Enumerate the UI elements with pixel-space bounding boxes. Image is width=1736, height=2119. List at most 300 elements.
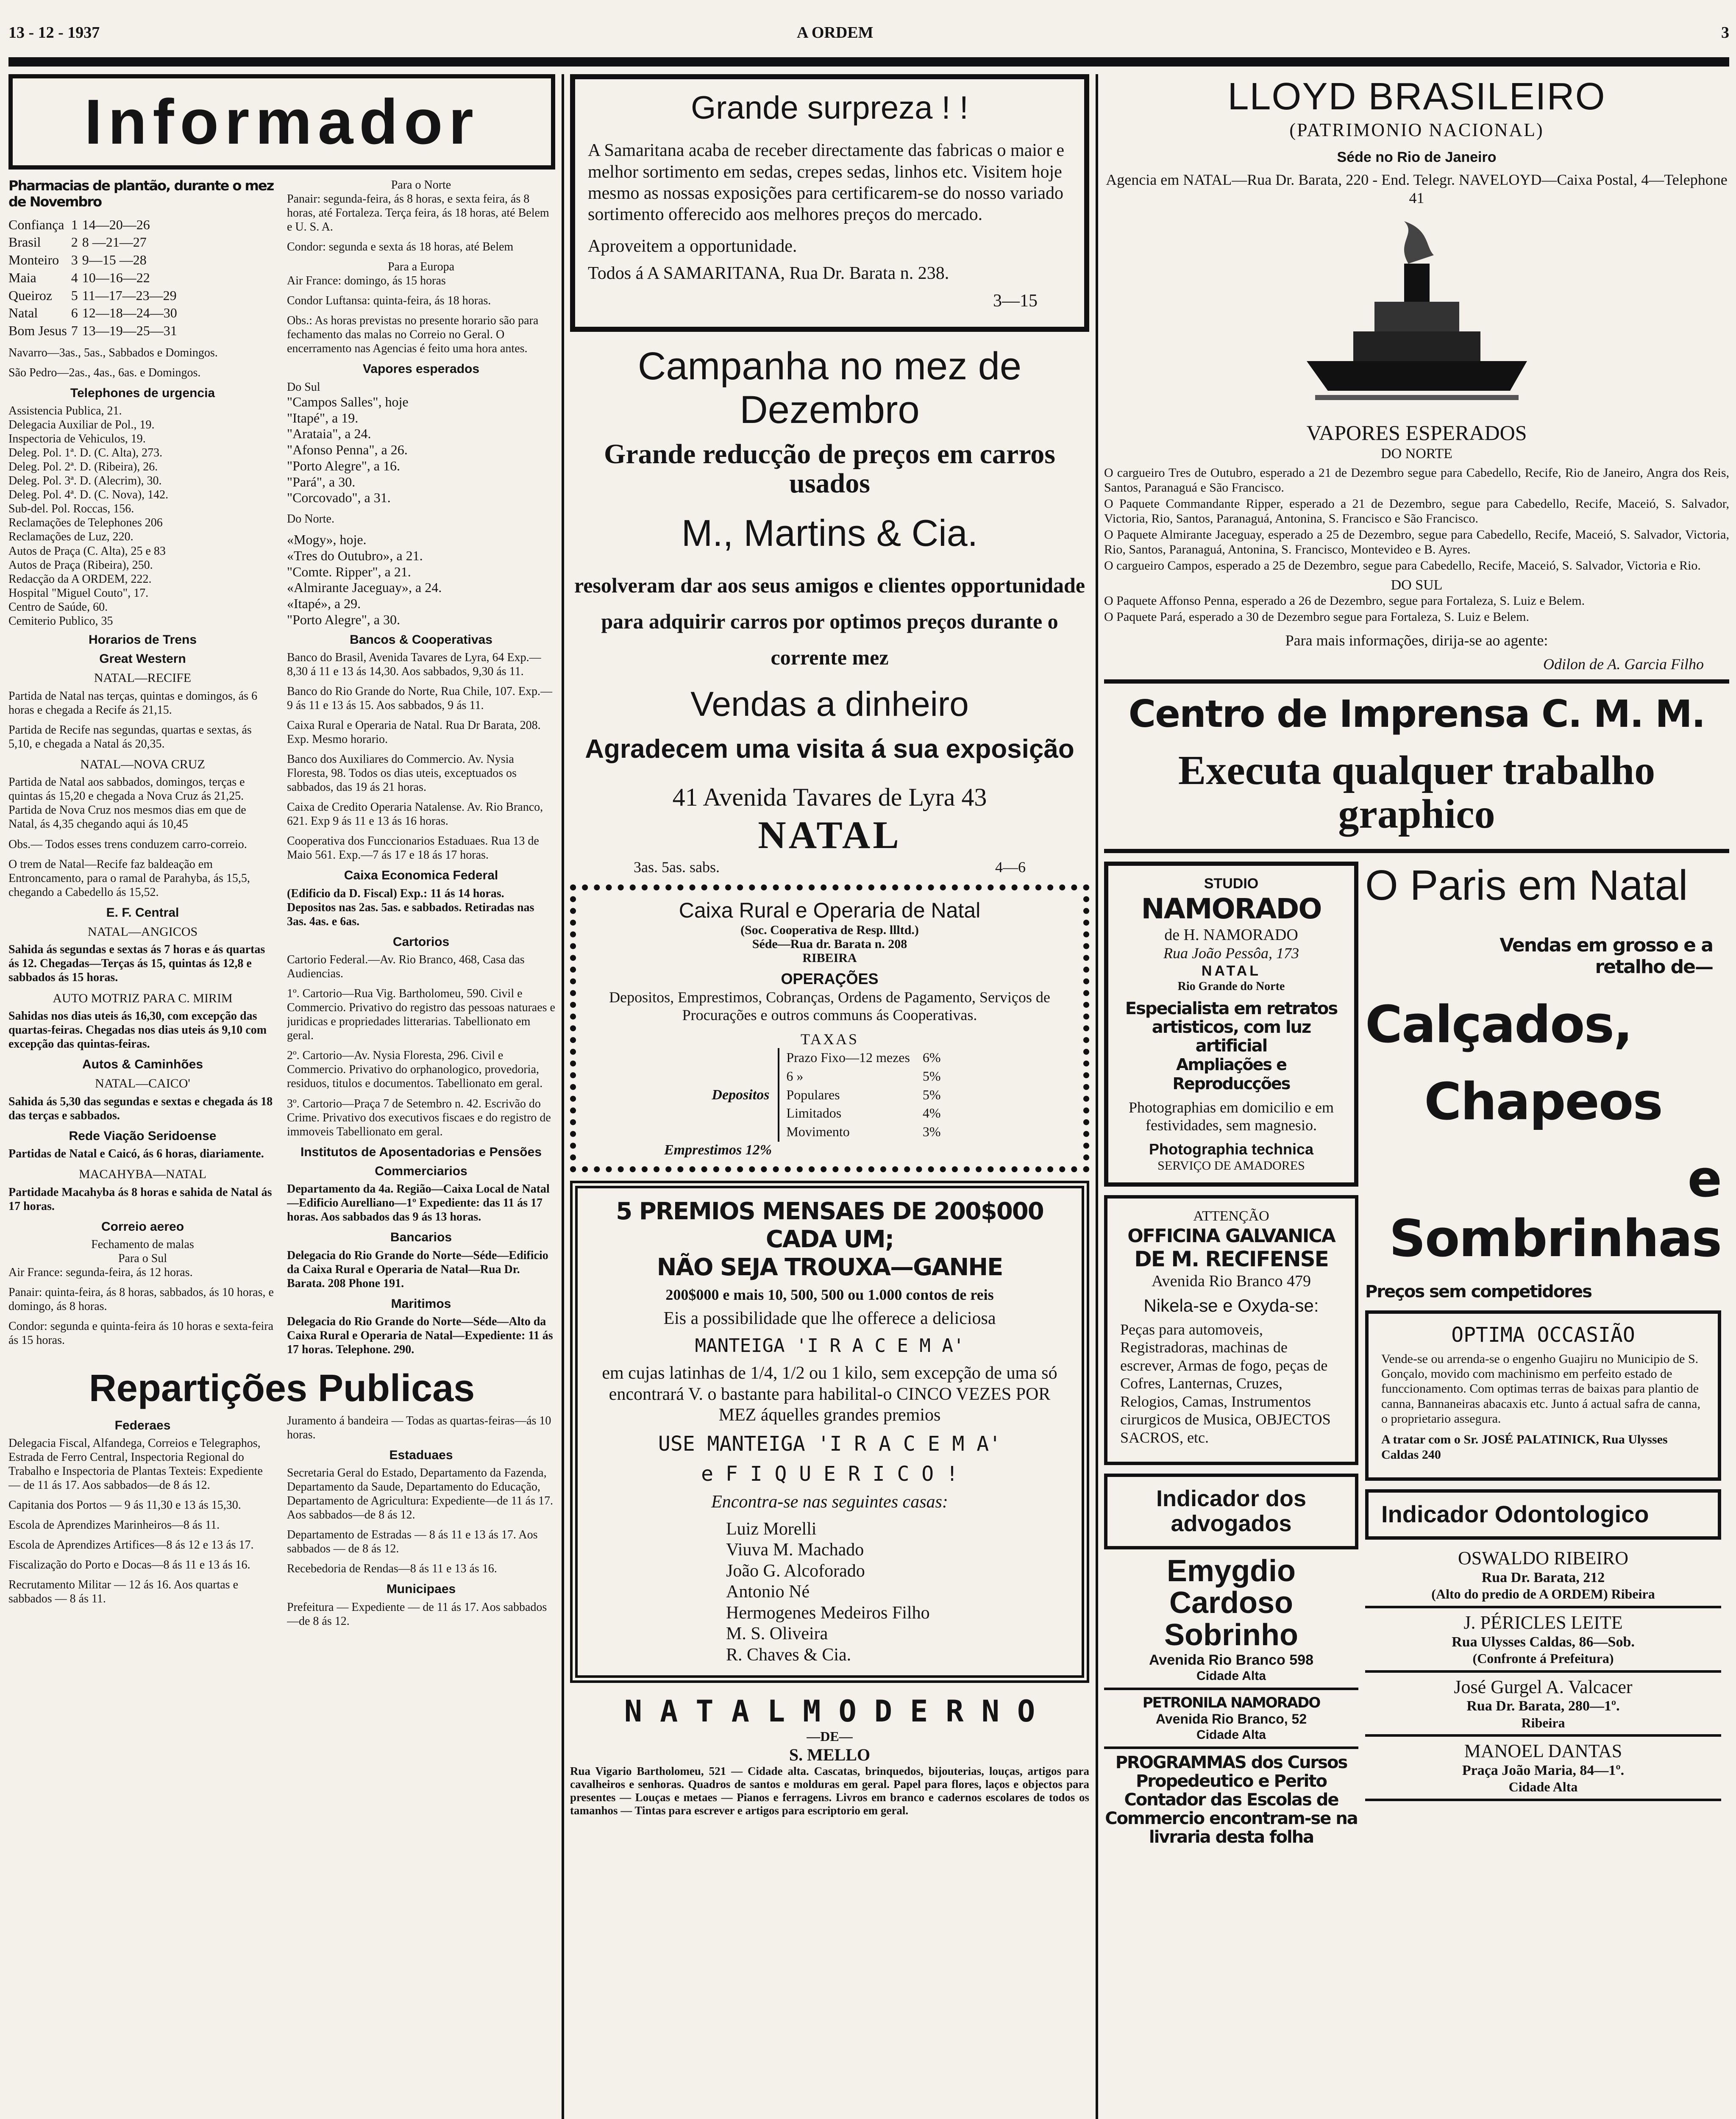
- galvanica-nikel: Nikela-se e Oxyda-se:: [1143, 1296, 1319, 1316]
- manteiga-fique: e F I Q U E R I C O !: [701, 1462, 958, 1486]
- bancos-heading: Bancos & Cooperativas: [350, 632, 492, 647]
- paris-calcados: Calçados,: [1365, 996, 1632, 1055]
- studio-state: Rio Grande do Norte: [1177, 979, 1285, 993]
- paris-precos: Preços sem competidores: [1365, 1282, 1591, 1301]
- bancos-list: [287, 651, 555, 862]
- dentist-extra: Cidade Alta: [1508, 1779, 1578, 1795]
- telephone-item: Inspectoria de Vehiculos, 19.: [8, 432, 146, 446]
- masthead-rule: [8, 57, 1729, 67]
- auto-motriz-1: Sahidas nos dias uteis ás 16,30, com excepção das quartas-feiras. Chegadas nos dias uteis ás 9,10 com excepção das quintas-feiras.: [8, 1009, 267, 1051]
- casa-item: R. Chaves & Cia.: [726, 1645, 851, 1665]
- natal-nova-cruz-1: Partida de Natal aos sabbados, domingos, terças e quintas ás 15,20 e chegada a Nova Cruz ás 21,25. Partida de Nova Cruz nos mesmos dias em que de Natal, ás 4,35 chegando aqui ás 10,45: [8, 776, 246, 831]
- great-western-heading: Great Western: [99, 652, 186, 666]
- lloyd-sul-item: O Paquete Pará, esperado a 30 de Dezembro segue para Fortaleza, S. Luiz e Belem.: [1104, 610, 1529, 624]
- pharmacia-name: Brasil: [8, 234, 41, 250]
- manteiga-encontra: Encontra-se nas seguintes casas:: [711, 1492, 948, 1512]
- rate-row: [780, 1049, 946, 1067]
- campanha-days: 3as. 5as. sabs.: [634, 858, 720, 876]
- studio-city: NATAL: [1201, 962, 1261, 979]
- pharmacia-name: Queiroz: [8, 287, 53, 303]
- studio-spec: Especialista em retratos artisticos, com luz artificial: [1125, 998, 1338, 1056]
- natal-angicos-1: Sahida ás segundas e sextas ás 7 horas e ás quartas ás 12. Chegadas—Terças ás 15, quintas ás 12,8 e sabbados ás 15 horas.: [8, 943, 265, 984]
- pharmacia-num: 3: [71, 252, 78, 267]
- pharmacias-table: [8, 216, 181, 340]
- galvanica-ad: [1104, 1195, 1358, 1465]
- caixa-rural-sub3: RIBEIRA: [802, 951, 857, 965]
- dentist-addr: Rua Dr. Barata, 212: [1481, 1569, 1605, 1585]
- pharmacia-num: 1: [71, 217, 78, 232]
- vapor-sul-item: "Afonso Penna", a 26.: [287, 442, 408, 458]
- optima-body: Vende-se ou arrenda-se o engenho Guajiru no Municipio de S. Gonçalo, movido com machinismo em perfeito estado de funccionamento. Com optimas terras de baixas para plantio de canna, Bannaneiras abacaxis etc. Junto á actual safra de canna, o proprietario assegura.: [1381, 1351, 1700, 1426]
- commerciarios-heading: Commerciarios: [375, 1164, 467, 1178]
- paris-ad: [1365, 862, 1721, 1302]
- campanha-natal: NATAL: [758, 813, 901, 857]
- masthead-newspaper: A ORDEM: [797, 24, 874, 42]
- manteiga-title2: NÃO SEJA TROUXA—GANHE: [657, 1254, 1003, 1282]
- pharmacia-days: 11—17—23—29: [82, 287, 177, 303]
- natal-moderno-owner: S. MELLO: [789, 1745, 871, 1764]
- telephone-item: Autos de Praça (C. Alta), 25 e 83: [8, 544, 166, 558]
- pharmacia-days: 9—15 —28: [82, 252, 147, 267]
- lloyd-title: LLOYD BRASILEIRO: [1227, 75, 1606, 118]
- optima-ad: [1365, 1310, 1721, 1481]
- cartorio-item: 2º. Cartorio—Av. Nysia Floresta, 296. Civil e Commercio. Privativo do orphanologico, provedoria, residuos, titulos e documentos. Tabellionato em geral.: [287, 1049, 543, 1090]
- macahyba-1: Partidade Macahyba ás 8 horas e sahida de Natal ás 17 horas.: [8, 1185, 272, 1213]
- lloyd-do-sul: DO SUL: [1391, 577, 1443, 593]
- column-divider: [562, 74, 564, 2119]
- studio-de: de H. NAMORADO: [1164, 926, 1298, 944]
- telephone-item: Deleg. Pol. 1ª. D. (C. Alta), 273.: [8, 446, 163, 460]
- telephone-item: Sub-del. Pol. Roccas, 156.: [8, 502, 134, 516]
- odonto-list: [1365, 1544, 1721, 1801]
- vapor-sul-item: "Campos Salles", hoje: [287, 394, 409, 409]
- horarios-heading: Horarios de Trens: [88, 632, 197, 647]
- informador-title-box: [8, 74, 555, 170]
- rate-label: Prazo Fixo—12 mezes: [786, 1050, 910, 1065]
- pharmacias-heading: Pharmacias de plantão, durante o mez de Novembro: [8, 178, 274, 210]
- correio-5: Condor: segunda e quinta-feira ás 10 horas e sexta-feira ás 15 horas.: [8, 1320, 274, 1347]
- surpreza-todos: Todos á A SAMARITANA, Rua Dr. Barata n. 238.: [588, 264, 949, 284]
- rede-viacao-1: Partidas de Natal e Caicó, ás 6 horas, diariamente.: [8, 1147, 264, 1161]
- caixa-rural-rates: [584, 1048, 1076, 1142]
- casa-item: Hermogenes Medeiros Filho: [726, 1603, 930, 1623]
- rate-value: 3%: [922, 1124, 941, 1140]
- banco-item: Cooperativa dos Funccionarios Estaduaes. Rua 13 de Maio 561. Exp.—7 ás 17 e 18 ás 17 horas.: [287, 834, 539, 862]
- caixa-text: (Edificio da D. Fiscal) Exp.: 11 ás 14 horas. Depositos nas 2as. 5as. e sabbados. Retiradas nas 3as. 4as. e 6as.: [287, 887, 534, 928]
- natal-nova-cruz-heading: NATAL—NOVA CRUZ: [80, 757, 205, 771]
- bancarios-text: Delegacia do Rio Grande do Norte—Séde—Edificio da Caixa Rural e Operaria de Natal—Rua Dr. Barata. 208 Phone 191.: [287, 1249, 548, 1290]
- manteiga-line3: 200$000 e mais 10, 500, 500 ou 1.000 contos de reis: [665, 1286, 994, 1304]
- pharmacia-days: 12—18—24—30: [82, 305, 177, 321]
- telephone-item: Redacção da A ORDEM, 222.: [8, 572, 152, 586]
- natal-angicos-heading: NATAL—ANGICOS: [87, 925, 198, 939]
- pharmacia-row: [8, 304, 181, 322]
- surpreza-body: A Samaritana acaba de receber directamente das fabricas o maior e melhor sortimento em sedas, crepes sedas, linhos etc. Visitem hoje mesmo as nossas exposições para certificarem-se do nosso variado sortimento offerecido aos melhores preços do mercado.: [588, 141, 1065, 225]
- col2-lufthansa: Condor Luftansa: quinta-feira, ás 18 horas.: [287, 294, 491, 308]
- galvanica-de: DE M. RECIFENSE: [1134, 1247, 1328, 1272]
- right-bottom-left: [1104, 862, 1358, 1847]
- banco-item: Banco do Rio Grande do Norte, Rua Chile, 107. Exp.—9 ás 11 e 13 ás 15. Aos sabbados, 9 ás 11.: [287, 685, 553, 712]
- optima-title: OPTIMA OCCASIÃO: [1451, 1323, 1635, 1347]
- vapor-norte-item: "Comte. Ripper", a 21.: [287, 564, 411, 579]
- federal-item: Escola de Aprendizes Artifices—8 ás 12 e 13 ás 17.: [8, 1538, 254, 1552]
- vapor-norte-item: "Porto Alegre", a 30.: [287, 612, 400, 627]
- caixa-rural-taxas: TAXAS: [800, 1030, 859, 1048]
- telephone-item: Deleg. Pol. 4ª. D. (C. Nova), 142.: [8, 488, 169, 502]
- rate-row: [780, 1068, 946, 1085]
- pharmacia-name: Maia: [8, 270, 36, 285]
- manteiga-casas-list: [590, 1519, 1069, 1666]
- surpreza-ad: [570, 74, 1089, 332]
- cartorios-list: [287, 953, 555, 1138]
- lloyd-agencia: Agencia em NATAL—Rua Dr. Barata, 220 - End. Telegr. NAVELOYD—Caixa Postal, 4—Telephone 41: [1106, 171, 1728, 206]
- rate-row: [780, 1123, 946, 1141]
- pharmacia-days: 13—19—25—31: [82, 323, 177, 338]
- caixa-rural-rates-table: [778, 1048, 947, 1142]
- right-bottom: [1104, 862, 1729, 1847]
- advogados-programmas: PROGRAMMAS dos Cursos Propedeutico e Perito Contador das Escolas de Commercio encontram-se na livraria desta folha: [1105, 1753, 1358, 1847]
- estaduaes-heading: Estaduaes: [389, 1448, 453, 1462]
- reparticoes-body: [8, 1414, 555, 1634]
- optima-tratar: A tratar com o Sr. JOSÉ PALATINICK, Rua Ulysses Caldas 240: [1381, 1432, 1668, 1462]
- pharmacia-days: 8 —21—27: [82, 234, 147, 250]
- do-sul-label: Do Sul: [287, 380, 320, 394]
- advogados-rule-2: [1104, 1746, 1358, 1749]
- dentist-entry: [1365, 1673, 1721, 1737]
- lloyd-sul-list: [1104, 594, 1729, 625]
- pharmacia-num: 4: [71, 270, 78, 285]
- campanha-vendas: Vendas a dinheiro: [690, 685, 969, 724]
- informador-col-2: [287, 178, 555, 1363]
- column-divider: [1096, 74, 1098, 2119]
- dentist-extra: Ribeira: [1521, 1715, 1565, 1730]
- natal-moderno-body: Rua Vigario Bartholomeu, 521 — Cidade alta. Cascatas, brinquedos, bijouterias, louças, artigos para cavalheiros e senhoras. Quadros de santos e molduras em geral. Papel para flores, laços e objectos para presentes — Louças e metaes — Pianos e ferragens. Livros em branco e cadernos escolares de todos os tamanhos — Tintas para escrever e artigos para escriptorio em geral.: [570, 1765, 1089, 1817]
- vapor-sul-item: "Itapé", a 19.: [287, 410, 359, 425]
- estadual-item: Departamento de Estradas — 8 ás 11 e 13 ás 17. Aos sabbados — de 8 ás 12.: [287, 1528, 538, 1556]
- centro-body: Executa qualquer trabalho graphico: [1178, 747, 1655, 837]
- advogados-cidade: Cidade Alta: [1196, 1669, 1266, 1683]
- manteiga-brand: MANTEIGA 'I R A C E M A': [695, 1335, 965, 1357]
- dentist-extra: (Confronte á Prefeitura): [1472, 1650, 1614, 1666]
- caixa-rural-ad: [570, 884, 1089, 1172]
- campanha-footer: [570, 858, 1089, 876]
- campanha-ref: 4—6: [995, 858, 1026, 876]
- campanha-body: resolveram dar aos seus amigos e clientes opportunidade para adquirir carros por optimos preços durante o corrente mez: [574, 573, 1085, 670]
- natal-recife-2: Partida de Recife nas segundas, quartas e sextas, ás 5,10, e chegada a Natal ás 20,35.: [8, 723, 252, 751]
- rate-value: 5%: [922, 1068, 941, 1084]
- studio-amad: SERVIÇO DE AMADORES: [1157, 1159, 1305, 1173]
- natal-recife-1: Partida de Natal nas terças, quintas e domingos, ás 6 horas e chegada a Recife ás 21,15.: [8, 689, 258, 717]
- studio-tech: Photographia technica: [1149, 1140, 1314, 1158]
- pharmacia-num: 6: [71, 305, 78, 321]
- rate-value: 6%: [922, 1050, 941, 1065]
- dentist-extra: (Alto do predio de A ORDEM) Ribeira: [1431, 1586, 1655, 1602]
- rate-value: 4%: [922, 1105, 941, 1121]
- natal-moderno-title: N A T A L M O D E R N O: [624, 1694, 1035, 1729]
- federaes-list: [8, 1436, 277, 1606]
- estaduaes-list: [287, 1466, 555, 1576]
- manteiga-body2: em cujas latinhas de 1/4, 1/2 ou 1 kilo, sem excepção de uma só encontrará V. o bastante para habilital-o CINCO VEZES POR MEZ áquelles grandes premios: [602, 1363, 1057, 1425]
- correio-2: Para o Sul: [118, 1252, 167, 1265]
- cartorios-heading: Cartorios: [392, 934, 450, 949]
- cartorio-item: 3º. Cartorio—Praça 7 de Setembro n. 42. Escrivão do Crime. Privativo dos executivos fiscaes e do registro de immoveis Tabellionato em geral.: [287, 1097, 551, 1138]
- pharmacia-row: [8, 287, 181, 305]
- lloyd-sede: Séde no Rio de Janeiro: [1337, 149, 1497, 166]
- sao-pedro-text: São Pedro—2as., 4as., 6as. e Domingos.: [8, 366, 201, 379]
- col2-obs: Obs.: As horas previstas no presente horario são para fechamento das malas no Correio no Geral. O encerramento nas Agencias é feito uma hora antes.: [287, 314, 539, 356]
- vapor-norte-item: «Itapé», a 29.: [287, 596, 361, 612]
- telephone-item: Centro de Saúde, 60.: [8, 600, 108, 614]
- municipaes-heading: Municipaes: [386, 1582, 456, 1596]
- casa-item: Viuva M. Machado: [726, 1540, 864, 1560]
- col2-europa: Para a Europa: [387, 260, 455, 274]
- pharmacia-row: [8, 216, 181, 234]
- pharmacia-num: 7: [71, 323, 78, 338]
- pharmacia-days: 10—16—22: [82, 270, 150, 285]
- federal-item: Fiscalização do Porto e Docas—8 ás 11 e 13 ás 16.: [8, 1558, 250, 1572]
- studio-name-pre: STUDIO: [1204, 875, 1259, 892]
- bancarios-heading: Bancarios: [390, 1230, 452, 1245]
- federal-item: Recrutamento Militar — 12 ás 16. Aos quartas e sabbados — 8 ás 11.: [8, 1578, 238, 1606]
- correio-3: Air France: segunda-feira, ás 12 horas.: [8, 1266, 193, 1279]
- dentist-addr: Rua Dr. Barata, 280—1º.: [1466, 1698, 1620, 1714]
- rate-label: Movimento: [786, 1124, 850, 1140]
- vapor-sul-item: "Corcovado", a 31.: [287, 490, 391, 506]
- correio-heading: Correio aereo: [101, 1219, 184, 1234]
- manteiga-ad: [570, 1181, 1089, 1682]
- galvanica-addr: Avenida Rio Branco 479: [1151, 1272, 1311, 1290]
- vapor-sul-item: "Arataia", a 24.: [287, 426, 371, 442]
- maritimos-text: Delegacia do Rio Grande do Norte—Séde—Alto da Caixa Rural e Operaria de Natal—Expediente: 11 ás 17 horas. Telephone. 290.: [287, 1315, 553, 1357]
- rate-label: Populares: [786, 1087, 840, 1102]
- vapor-sul-item: "Porto Alegre", a 16.: [287, 458, 400, 473]
- pharmacia-name: Confiança: [8, 217, 64, 232]
- rate-label: Limitados: [786, 1105, 842, 1121]
- lloyd-info: Para mais informações, dirija-se ao agente:: [1285, 631, 1548, 649]
- pharmacia-row: [8, 251, 181, 269]
- efc-heading: E. F. Central: [106, 905, 179, 920]
- masthead: [8, 23, 1729, 44]
- manteiga-body1: Eis a possibilidade que lhe offerece a deliciosa: [663, 1308, 996, 1328]
- caixa-rural-depositos: Depositos: [712, 1087, 770, 1103]
- pharmacia-name: Natal: [8, 305, 38, 321]
- casa-item: M. S. Oliveira: [726, 1624, 828, 1644]
- right-bottom-right: [1365, 862, 1721, 1847]
- rate-value: 5%: [922, 1087, 941, 1102]
- dentist-addr: Praça João Maria, 84—1º.: [1462, 1763, 1625, 1779]
- correio-1: Fechamento de malas: [91, 1238, 194, 1251]
- odonto-indicador-box: [1365, 1489, 1721, 1540]
- casa-item: Luiz Morelli: [726, 1519, 817, 1539]
- paris-sombrinhas: e Sombrinhas: [1389, 1149, 1721, 1269]
- federal-item: Escola de Aprendizes Marinheiros—8 ás 11.: [8, 1518, 220, 1532]
- dentist-name: José Gurgel A. Valcacer: [1454, 1676, 1633, 1697]
- federal-item: Delegacia Fiscal, Alfandega, Correios e Telegraphos, Estrada de Ferro Central, Inspectoria Regional do Trabalho e Inspectoria de Plantas Texteis: Expediente — de 11 ás 17. Aos sabbados—de 8 ás 12.: [8, 1437, 263, 1492]
- natal-moderno-ad: [570, 1694, 1089, 1818]
- pharmacia-name: Monteiro: [8, 252, 59, 267]
- lloyd-vapores: VAPORES ESPERADOS: [1306, 421, 1527, 445]
- caixa-heading: Caixa Economica Federal: [344, 868, 498, 883]
- lloyd-sub: (PATRIMONIO NACIONAL): [1289, 120, 1544, 141]
- studio-ad: [1104, 862, 1358, 1187]
- dentist-name: MANOEL DANTAS: [1464, 1741, 1622, 1762]
- col2-airfrance: Air France: domingo, ás 15 horas: [287, 274, 446, 288]
- paris-title: O Paris em Natal: [1365, 861, 1688, 909]
- advogados-rule: [1104, 1688, 1358, 1690]
- campanha-address: 41 Avenida Tavares de Lyra 43: [672, 783, 987, 811]
- casa-item: João G. Alcoforado: [726, 1561, 865, 1581]
- telephone-item: Deleg. Pol. 3ª. D. (Alecrim), 30.: [8, 474, 162, 488]
- campanha-ad: [570, 345, 1089, 876]
- estadual-item: Recebedoria de Rendas—8 ás 11 e 13 ás 16.: [287, 1562, 497, 1576]
- advogados-listing: [1104, 1555, 1358, 1847]
- natal-nova-cruz-2: O trem de Natal—Recife faz baldeação em Entroncamento, para o ramal de Parahyba, ás 15,5, chegando a Cabedello ás 15,52.: [8, 857, 250, 899]
- dentist-name: OSWALDO RIBEIRO: [1458, 1548, 1629, 1569]
- institutos-heading: Institutos de Aposentadorias e Pensões: [300, 1145, 542, 1159]
- advogados-name2: PETRONILA NAMORADO: [1142, 1694, 1320, 1712]
- vapor-sul-item: "Pará", a 30.: [287, 474, 356, 489]
- banco-item: Banco dos Auxiliares do Commercio. Av. Nysia Floresta, 98. Todos os dias uteis, exceptuados os sabbados, das 19 ás 21 horas.: [287, 753, 517, 794]
- informador-body: [8, 178, 555, 1363]
- advogados-indicador: Indicador dos advogados: [1156, 1486, 1307, 1537]
- galvanica-body: Peças para automoveis, Registradoras, machinas de escrever, Armas de fogo, peças de Cofres, Lanternas, Cruzes, Relogios, Camas, Instrumentos cirurgicos de Musica, OBJECTOS SACROS, etc.: [1120, 1321, 1331, 1446]
- pharmacia-days: 14—20—26: [82, 217, 150, 232]
- commerciarios-text: Departamento da 4a. Região—Caixa Local de Natal—Edificio Aurelliano—1º Expediente: das 11 ás 17 horas. Aos sabbados das 9 ás 13 horas.: [287, 1182, 550, 1224]
- pharmacia-row: [8, 234, 181, 251]
- right-column: [1104, 74, 1729, 2119]
- lloyd-norte-item: O Paquete Almirante Jaceguay, esperado a 25 de Dezembro, segue para Cabedello, Recife, Maceió, S. Salvador, Victoria, Rio, Santos, Paranaguá, Antonina, S. Francisco, Montevideo e B. Ayres.: [1104, 528, 1729, 556]
- telephone-item: Autos de Praça (Ribeira), 250.: [8, 558, 153, 572]
- manteiga-title1: 5 PREMIOS MENSAES DE 200$000 CADA UM;: [616, 1198, 1043, 1254]
- caixa-rural-body: Depositos, Emprestimos, Cobranças, Ordens de Pagamento, Serviços de Procurações e outros communs ás Cooperativas.: [609, 988, 1050, 1024]
- informador-col-1: [8, 178, 277, 1363]
- banco-item: Caixa Rural e Operaria de Natal. Rua Dr Barata, 208. Exp. Mesmo horario.: [287, 719, 541, 746]
- reparticoes-title: Repartições Publicas: [89, 1367, 475, 1410]
- telephone-item: Hospital "Miguel Couto", 17.: [8, 586, 149, 600]
- col2-panair: Panair: segunda-feira, ás 8 horas, e sexta feira, ás 8 horas, até Fortaleza. Terça feira, ás 18 horas, até Belem e U. S. A.: [287, 192, 549, 234]
- campanha-agradecem: Agradecem uma visita á sua exposição: [585, 734, 1074, 764]
- odonto-indicador: Indicador Odontologico: [1381, 1501, 1649, 1528]
- studio-ampl: Ampliações e Reproducções: [1172, 1055, 1290, 1093]
- paris-chapeos: Chapeos: [1424, 1072, 1662, 1132]
- rede-viacao-heading: Rede Viação Seridoense: [69, 1129, 217, 1143]
- reparticoes-col-1: [8, 1414, 277, 1634]
- federal-item: Capitania dos Portos — 9 ás 11,30 e 13 ás 15,30.: [8, 1499, 241, 1512]
- galvanica-atencao: ATTENÇÃO: [1193, 1208, 1269, 1224]
- juramento-text: Juramento á bandeira — Todas as quartas-feiras—ás 10 horas.: [287, 1414, 551, 1441]
- campanha-firm: M., Martins & Cia.: [681, 512, 978, 554]
- center-column: [570, 74, 1089, 2119]
- reparticoes-col-2: [287, 1414, 555, 1634]
- vapor-norte-item: «Mogy», hoje.: [287, 532, 367, 548]
- natal-recife-heading: NATAL—RECIFE: [94, 671, 192, 685]
- pharmacia-row: [8, 269, 181, 287]
- lloyd-agent: Odilon de A. Garcia Filho: [1543, 656, 1704, 673]
- paris-vendas: Vendas em grosso e a retalho de—: [1500, 934, 1713, 978]
- studio-addr: Rua João Pessôa, 173: [1163, 945, 1299, 962]
- lloyd-sul-item: O Paquete Affonso Penna, esperado a 26 de Dezembro, segue para Fortaleza, S. Luiz e Belem.: [1104, 593, 1585, 608]
- auto-motriz-heading: AUTO MOTRIZ PARA C. MIRIM: [53, 991, 233, 1005]
- telephone-item: Deleg. Pol. 2ª. D. (Ribeira), 26.: [8, 460, 158, 474]
- informador-title: Informador: [84, 86, 479, 157]
- studio-name: NAMORADO: [1141, 892, 1321, 925]
- natal-nova-cruz-obs: Obs.— Todos esses trens conduzem carro-correio.: [8, 837, 247, 851]
- telephones-list: [8, 404, 277, 628]
- vapores-sul-list: [287, 394, 555, 506]
- centro-title: Centro de Imprensa C. M. M.: [1128, 692, 1705, 736]
- informador-column: [8, 74, 555, 2119]
- telephone-item: Assistencia Publica, 21.: [8, 404, 122, 418]
- caixa-rural-sub2: Séde—Rua dr. Barata n. 208: [752, 937, 907, 951]
- lloyd-norte-item: O cargueiro Campos, esperado a 25 de Dezembro, segue para Cabedello, Recife, Maceió, S. Salvador, Victoria e Rio.: [1104, 559, 1701, 573]
- telephone-item: Reclamações de Luz, 220.: [8, 530, 134, 544]
- lloyd-do-norte: DO NORTE: [1381, 446, 1452, 462]
- advogados-ad: [1104, 1474, 1358, 1549]
- banco-item: Caixa de Credito Operaria Natalense. Av. Rio Branco, 621. Exp 9 ás 11 e 13 ás 16 horas.: [287, 801, 543, 828]
- col2-para-norte: Para o Norte: [391, 178, 451, 192]
- vapores-heading: Vapores esperados: [362, 362, 480, 376]
- lloyd-norte-item: O Paquete Commandante Ripper, esperado a 21 de Dezembro, segue para Cabedello, Recife, Maceió, S. Salvador, Victoria, Rio, Santos, Paranaguá, Antonina, S. Francisco e São Francisco.: [1104, 497, 1729, 526]
- col2-condor: Condor: segunda e sexta ás 18 horas, até Belem: [287, 240, 514, 254]
- macahyba-heading: MACAHYBA—NATAL: [79, 1167, 206, 1182]
- cartorio-item: 1º. Cartorio—Rua Vig. Bartholomeu, 590. Civil e Commercio. Privativo do registro das pessoas naturaes e juridicas e propriedades litterarias. Tabellionato em geral.: [287, 987, 555, 1043]
- campanha-title: Campanha no mez de Dezembro: [637, 344, 1022, 431]
- studio-photo: Photographias em domicilio e em festividades, sem magnesio.: [1129, 1098, 1334, 1134]
- rate-label: 6 »: [786, 1068, 804, 1084]
- estadual-item: Secretaria Geral do Estado, Departamento da Fazenda, Departamento da Saude, Departamento do Educação, Departamento de Agricultura: Expediente—de 11 ás 17. Aos sabbados—de 8 ás 12.: [287, 1466, 553, 1522]
- correio-4: Panair: quinta-feira, ás 8 horas, sabbados, ás 10 horas, e domingo, ás 8 horas.: [8, 1286, 274, 1313]
- advogados-name: Emygdio Cardoso Sobrinho: [1164, 1554, 1298, 1652]
- natal-caico-heading: NATAL—CAICO': [95, 1076, 190, 1091]
- rate-row: [780, 1104, 946, 1122]
- banco-item: Banco do Brasil, Avenida Tavares de Lyra, 64 Exp.—8,30 á 11 e 13 ás 14,30. Aos sabbados, 9,30 ás 11.: [287, 651, 541, 678]
- surpreza-title: Grande surpreza ! !: [691, 90, 968, 126]
- pharmacia-num: 5: [71, 287, 78, 303]
- casa-item: Antonio Né: [726, 1582, 810, 1602]
- dentist-entry: [1365, 1737, 1721, 1801]
- lloyd-norte-item: O cargueiro Tres de Outubro, esperado a 21 de Dezembro segue para Cabedello, Recife, Rio de Janeiro, Angra dos Reis, Santos, Paranaguá e São Francisco.: [1104, 466, 1729, 495]
- campanha-sub: Grande reducção de preços em carros usados: [604, 438, 1055, 499]
- rate-row: [780, 1086, 946, 1104]
- surpreza-aproveitem: Aproveitem a opportunidade.: [588, 236, 797, 256]
- lloyd-ad: [1104, 74, 1729, 673]
- manteiga-use: USE MANTEIGA 'I R A C E M A': [658, 1432, 1002, 1456]
- caixa-rural-operacoes: OPERAÇÕES: [781, 970, 879, 988]
- natal-moderno-de: —DE—: [807, 1729, 853, 1744]
- studio-name-line: [1121, 875, 1341, 926]
- navarro-text: Navarro—3as., 5as., Sabbados e Domingos.: [8, 346, 218, 359]
- centro-imprensa-ad: [1104, 679, 1729, 853]
- advogados-addr: Avenida Rio Branco 598: [1149, 1652, 1313, 1668]
- caixa-rural-title: Caixa Rural e Operaria de Natal: [679, 898, 981, 923]
- federaes-heading: Federaes: [114, 1418, 171, 1432]
- dentist-entry: [1365, 1544, 1721, 1608]
- telephone-item: Cemiterio Publico, 35: [8, 614, 113, 628]
- telephones-heading: Telephones de urgencia: [70, 386, 215, 400]
- masthead-date: 13 - 12 - 1937: [8, 24, 100, 42]
- pharmacia-num: 2: [71, 234, 78, 250]
- dentist-name: J. PÉRICLES LEITE: [1463, 1612, 1623, 1633]
- maritimos-heading: Maritimos: [391, 1296, 451, 1311]
- dentist-entry: [1365, 1608, 1721, 1673]
- pharmacia-row: [8, 322, 181, 340]
- caixa-rural-emprestimos: Emprestimos 12%: [664, 1142, 772, 1158]
- cartorio-item: Cartorio Federal.—Av. Rio Branco, 468, Casa das Audiencias.: [287, 953, 525, 981]
- dentist-addr: Rua Ulysses Caldas, 86—Sob.: [1452, 1634, 1635, 1650]
- advogados-cidade2: Cidade Alta: [1196, 1727, 1266, 1742]
- lloyd-norte-list: [1104, 466, 1729, 573]
- lloyd-ship-icon: [1290, 217, 1544, 412]
